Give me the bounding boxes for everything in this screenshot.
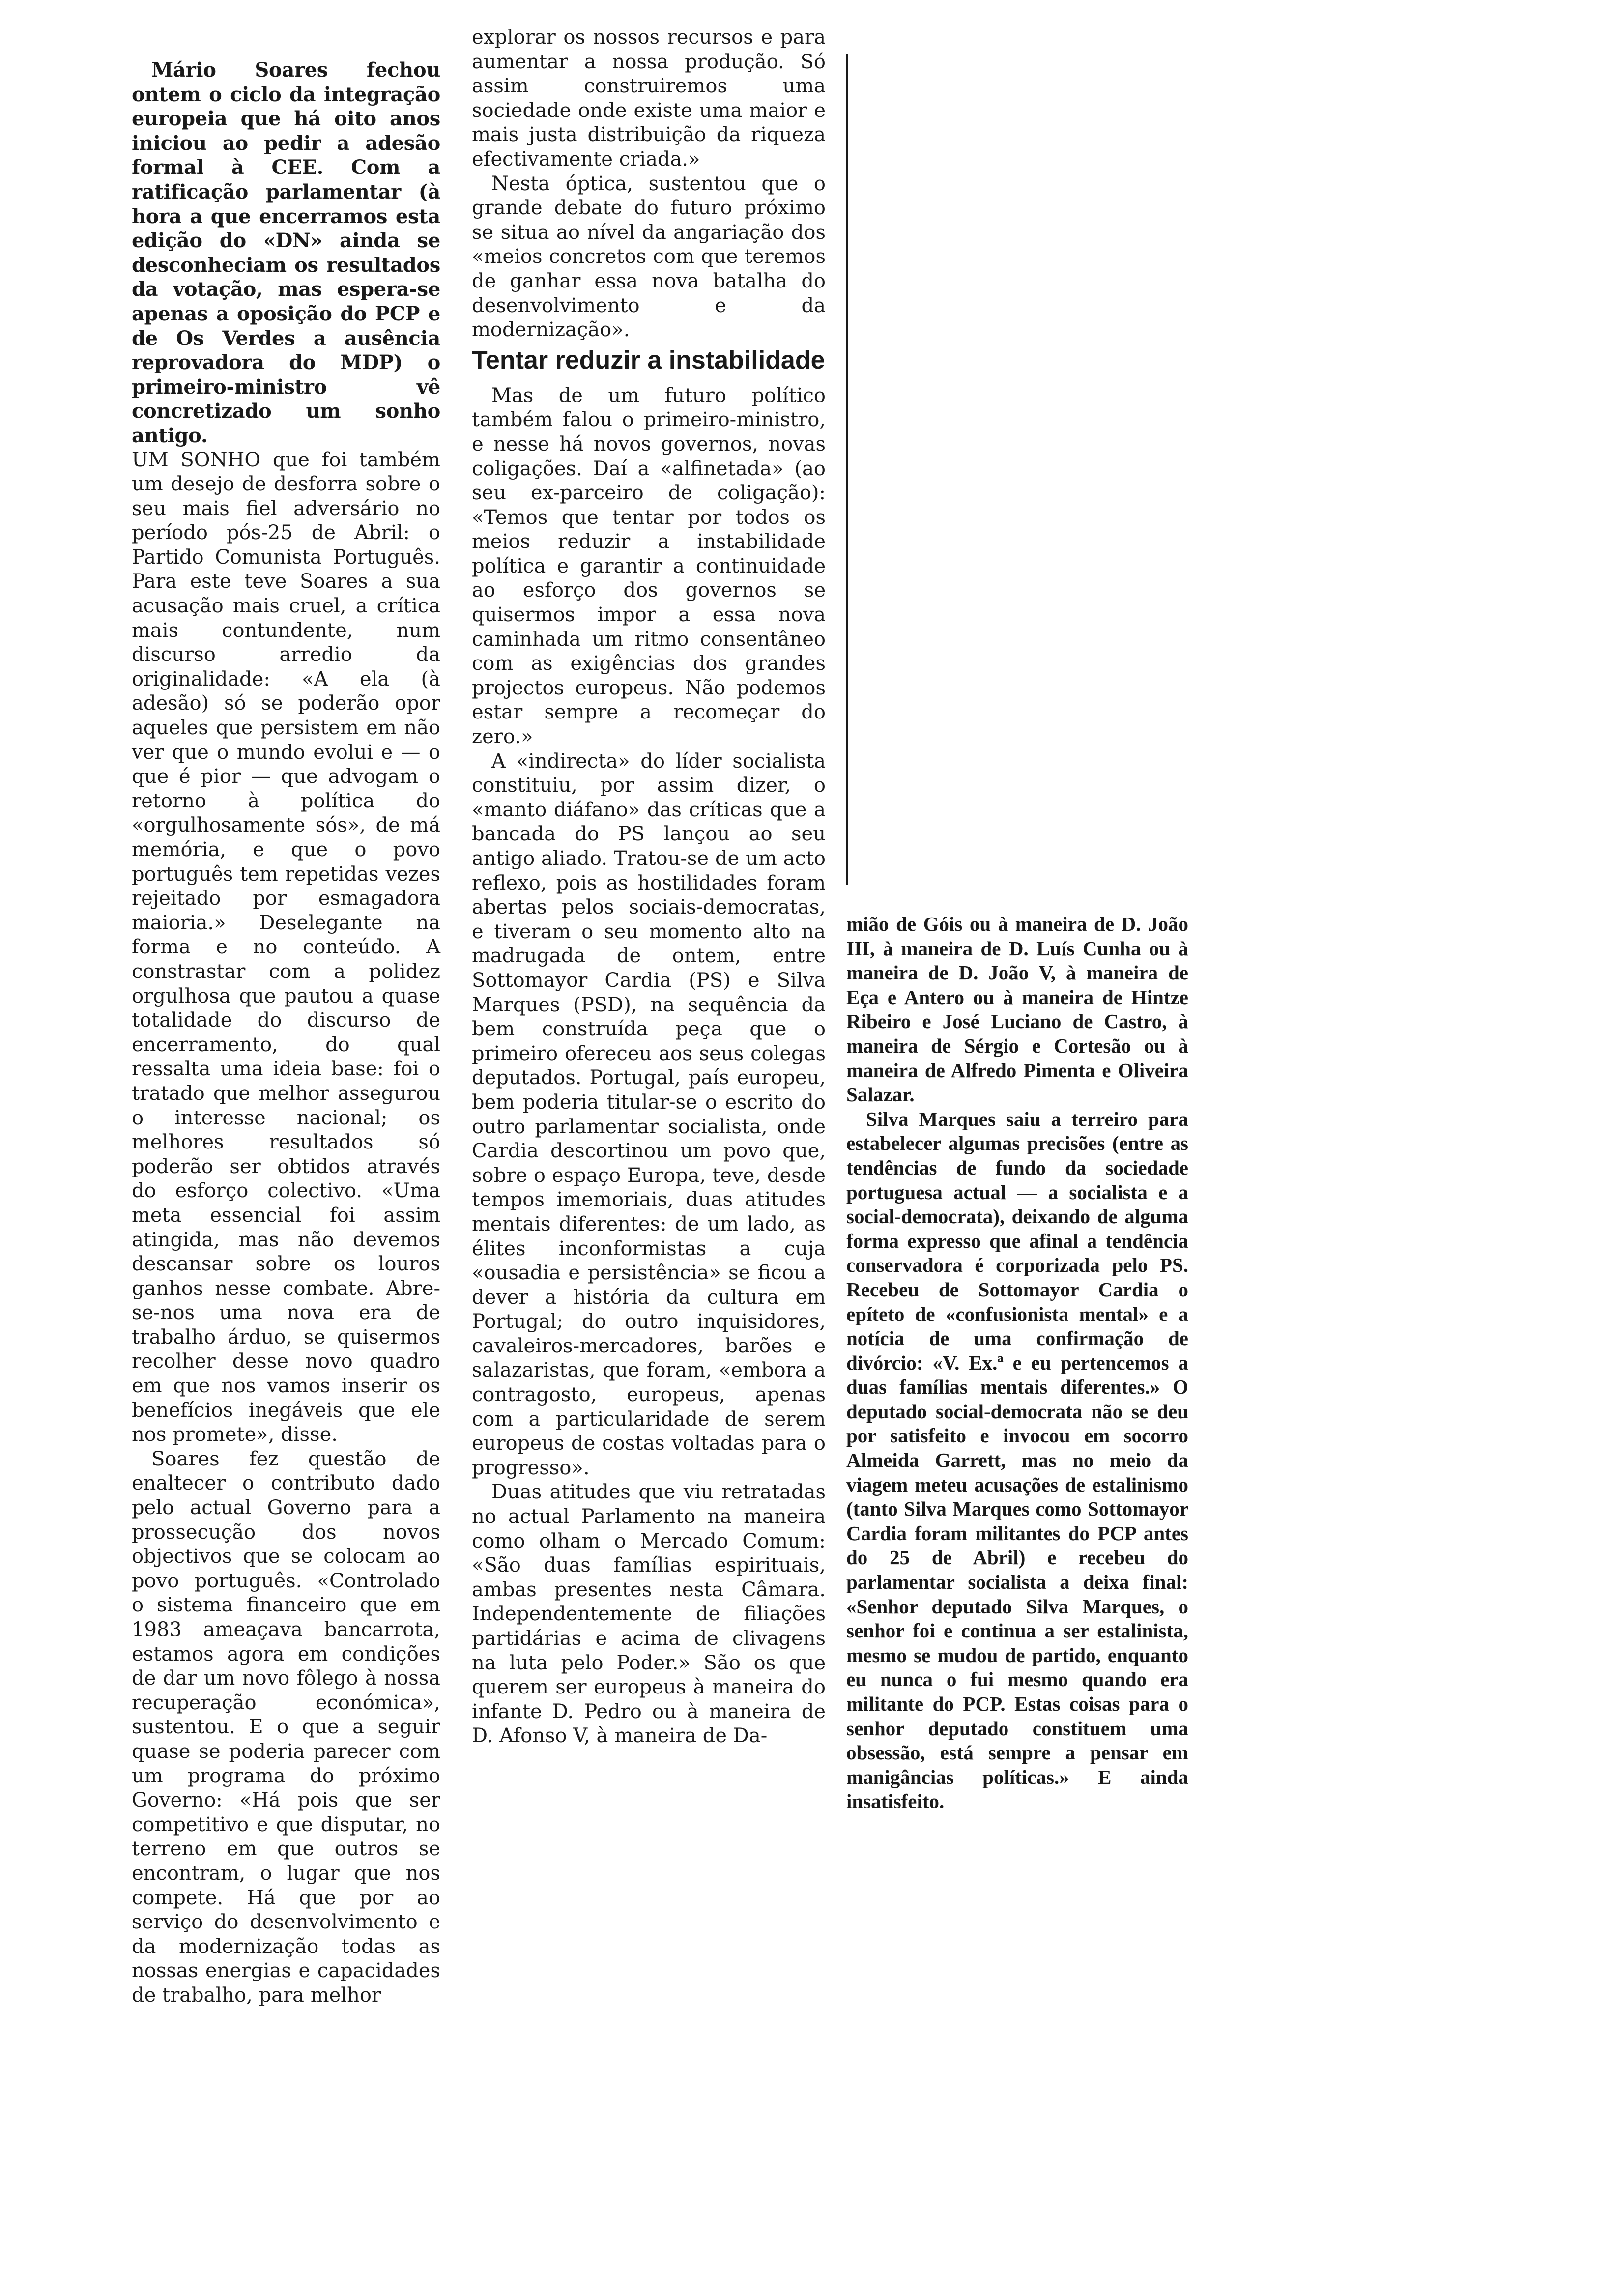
column-rule [846, 54, 848, 885]
column-2 [472, 26, 826, 1749]
article-lead: Mário Soares fechou ontem o ciclo da integração europeia que há oito anos iniciou ao pedir a adesão formal à CEE. Com a ratificação parlamentar (à hora a que encerramos esta edição do «DN» ainda se desconheciam os resultados da votação, mas espera-se apenas a oposição do PCP e de Os Verdes a ausência reprovadora do MDP) o primeiro-ministro vê concretizado um sonho antigo. [132, 58, 440, 447]
section-subheading: Tentar reduzir a instabilidade [472, 345, 825, 374]
paragraph: Soares fez questão de enaltecer o contributo dado pelo actual Governo para a prossecução dos novos objectivos que se colocam ao povo português. «Controlado o sistema financeiro que em 1983 ameaçava bancarrota, estamos agora em condições de dar um novo fôlego à nossa recuperação económica», sustentou. E o que a seguir quase se poderia parecer com um programa do próximo Governo: «Há pois que ser competitivo e que disputar, no terreno em que outros se encontram, o lugar que nos compete. Há que por ao serviço do desenvolvimento e da modernização todas as nossas energias e capacidades de trabalho, para melhor [132, 1447, 440, 2007]
paragraph: A «indirecta» do líder socialista constituiu, por assim dizer, o «manto diáfano» das críticas que a bancada do PS lançou ao seu antigo aliado. Tratou-se de um acto reflexo, pois as hostilidades foram abertas pelos sociais-democratas, e tiveram o seu momento alto na madrugada de ontem, entre Sottomayor Cardia (PS) e Silva Marques (PSD), na sequência da bem construída peça que o primeiro ofereceu aos seus colegas deputados. Portugal, país europeu, bem poderia titular-se o escrito do outro parlamentar socialista, onde Cardia descortinou um povo que, sobre o espaço Europa, teve, desde tempos imemoriais, duas atitudes mentais diferentes: de um lado, as élites inconformistas a cuja «ousadia e persistência» se ficou a dever a história da cultura em Portugal; do outro inquisidores, cavaleiros-mercadores, barões e salazaristas, que foram, «embora a contragosto, europeus, apenas com a particularidade de serem europeus de costas voltadas para o progresso». [472, 749, 826, 1479]
paragraph: Mas de um futuro político também falou o primeiro-ministro, e nesse há novos governos, novas coligações. Daí a «alfinetada» (ao seu ex-parceiro de coligação): «Temos que tentar por todos os meios reduzir a instabilidade política e garantir a continuidade ao esforço dos governos se quisermos impor a essa nova caminhada um ritmo consentâneo com as exigências dos grandes projectos europeus. Não podemos estar sempre a recomeçar do zero.» [472, 384, 826, 748]
paragraph: mião de Góis ou à maneira de D. João III, à maneira de D. Luís Cunha ou à maneira de D. João V, à maneira de Eça e Antero ou à maneira de Hintze Ribeiro e José Luciano de Castro, à maneira de Sérgio e Cortesão ou à maneira de Alfredo Pimenta e Oliveira Salazar. [846, 913, 1188, 1106]
paragraph: Silva Marques saiu a terreiro para estabelecer algumas precisões (entre as tendências de fundo da sociedade portuguesa actual — a socialista e a social-democrata), deixando de alguma forma expresso que afinal a tendência conservadora é corporizada pelo PS. Recebeu de Sottomayor Cardia o epíteto de «confusionista mental» e a notícia de uma confirmação de divórcio: «V. Ex.ª e eu pertencemos a duas famílias mentais diferentes.» O deputado social-democrata não se deu por satisfeito e invocou em socorro Almeida Garrett, mas no meio da viagem meteu acusações de estalinismo (tanto Silva Marques como Sottomayor Cardia foram militantes do PCP antes do 25 de Abril) e recebeu do parlamentar socialista a deixa final: «Senhor deputado Silva Marques, o senhor foi e continua a ser estalinista, mesmo se mudou de partido, enquanto eu nunca o fui mesmo quando era militante do PCP. Estas coisas para o senhor deputado constituem uma obsessão, está sempre a pensar em manigâncias políticas.» E ainda insatisfeito. [846, 1107, 1188, 1813]
paragraph: UM SONHO que foi também um desejo de desforra sobre o seu mais fiel adversário no período pós-25 de Abril: o Partido Comunista Português. Para este teve Soares a sua acusação mais cruel, a crítica mais contundente, num discurso arredio da originalidade: «A ela (à adesão) só se poderão opor aqueles que persistem em não ver que o mundo evolui e — o que é pior — que advogam o retorno à política do «orgulhosamente sós», de má memória, e que o povo português tem repetidas vezes rejeitado por esmagadora maioria.» Deselegante na forma e no conteúdo. A constrastar com a polidez orgulhosa que pautou a quase totalidade do discurso de encerramento, do qual ressalta uma ideia base: foi o tratado que melhor assegurou o interesse nacional; os melhores resultados só poderão ser obtidos através do esforço colectivo. «Uma meta essencial foi assim atingida, mas não devemos descansar sobre os louros ganhos nesse combate. Abre-se-nos uma nova era de trabalho árduo, se quisermos recolher desse novo quadro em que nos vamos inserir os benefícios inegáveis que ele nos promete», disse. [132, 448, 440, 1446]
paragraph: Duas atitudes que viu retratadas no actual Parlamento na maneira como olham o Mercado Comum: «São duas famílias espirituais, ambas presentes nesta Câmara. Independentemente de filiações partidárias e acima de clivagens na luta pelo Poder.» São os que querem ser europeus à maneira do infante D. Pedro ou à maneira de D. Afonso V, à maneira de Da- [472, 1481, 826, 1748]
paragraph: explorar os nossos recursos e para aumentar a nossa produção. Só assim construiremos uma sociedade onde existe uma maior e mais justa distribuição da riqueza efectivamente criada.» [472, 26, 826, 171]
paragraph: Nesta óptica, sustentou que o grande debate do futuro próximo se situa ao nível da angariação dos «meios concretos com que teremos de ganhar essa nova batalha do desenvolvimento e da modernização». [472, 172, 826, 342]
column-3 [846, 912, 1188, 1814]
column-1 [132, 58, 440, 2008]
